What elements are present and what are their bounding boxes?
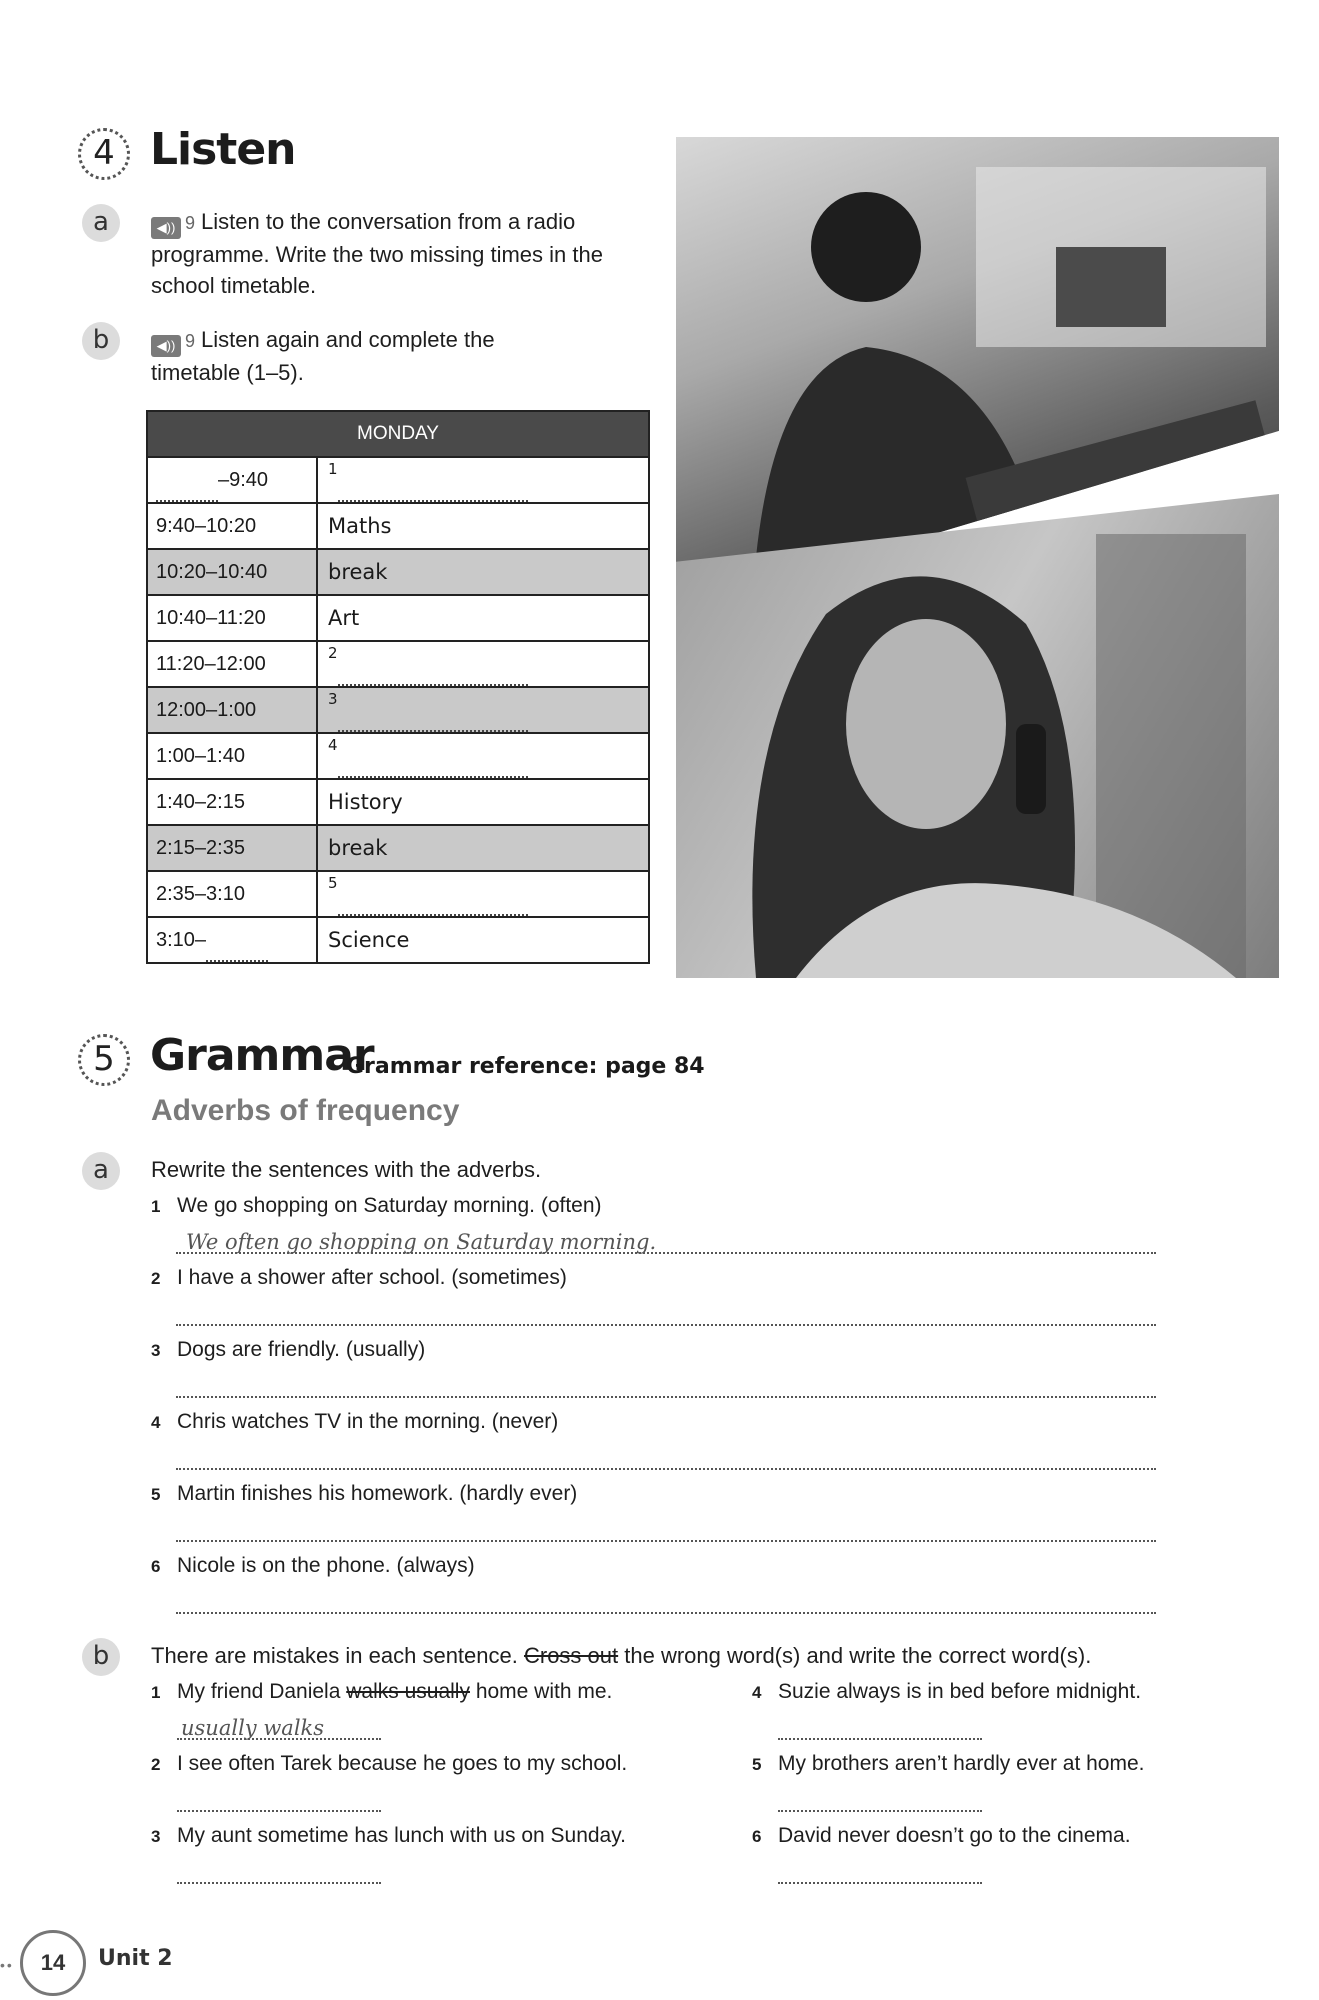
question-number: 6 <box>151 1557 161 1576</box>
question-text: I have a shower after school. (sometimes) <box>177 1266 567 1289</box>
question-text-end: home with me. <box>475 1680 613 1703</box>
timetable-time: 9:40–10:20 <box>148 504 318 548</box>
grammar-reference: Grammar reference: page 84 <box>346 1054 705 1079</box>
question-text: David never doesn’t go to the cinema. <box>778 1824 1131 1847</box>
question-item <box>151 1194 602 1218</box>
answer-blank[interactable] <box>338 894 528 916</box>
timetable-subject[interactable] <box>318 688 648 732</box>
audio-icon[interactable]: ◀)) <box>151 335 181 357</box>
question-number: 6 <box>752 1827 762 1846</box>
section-title: Listen <box>150 124 296 175</box>
question-number: 2 <box>151 1755 161 1774</box>
question-number: 2 <box>151 1269 161 1288</box>
answer-blank[interactable] <box>338 710 528 732</box>
question-number: 5 <box>151 1485 161 1504</box>
timetable-subject: Art <box>328 606 360 630</box>
exercise-letter: b <box>82 322 120 360</box>
question-item <box>151 1338 425 1362</box>
timetable-time: 10:40–11:20 <box>148 596 318 640</box>
blank-number: 4 <box>328 736 338 754</box>
question-item <box>151 1482 577 1506</box>
answer-line[interactable] <box>176 1468 1156 1470</box>
audio-icon[interactable]: ◀)) <box>151 217 181 239</box>
instruction-strike: Cross out <box>523 1643 619 1668</box>
instruction: Listen to the conversation from a radio programme. Write the two missing times in the school timetable. <box>151 209 603 298</box>
timetable-time: 11:20–12:00 <box>148 642 318 686</box>
answer-line[interactable] <box>176 1324 1156 1326</box>
answer-line[interactable] <box>176 1612 1156 1614</box>
timetable-subject: break <box>328 560 388 584</box>
question-number: 5 <box>752 1755 762 1774</box>
handwritten-answer: We often go shopping on Saturday morning. <box>186 1230 657 1254</box>
instruction-pre: There are mistakes in each sentence. <box>151 1643 518 1668</box>
timetable-row <box>148 686 648 732</box>
answer-line[interactable] <box>176 1540 1156 1542</box>
section-number: 5 <box>78 1034 130 1086</box>
question-text: Suzie always is in bed before midnight. <box>778 1680 1142 1703</box>
question-text: My brothers aren’t hardly ever at home. <box>778 1752 1145 1775</box>
crossed-out-words: walks usually <box>346 1680 470 1703</box>
answer-blank[interactable] <box>338 480 528 502</box>
timetable-row <box>148 594 648 640</box>
timetable-time: 2:35–3:10 <box>148 872 318 916</box>
exercise-letter: b <box>82 1638 120 1676</box>
section-number: 4 <box>78 128 130 180</box>
unit-label: Unit 2 <box>98 1946 173 1971</box>
blank-number: 3 <box>328 690 338 708</box>
question-number: 3 <box>151 1827 161 1846</box>
timetable <box>146 410 650 964</box>
timetable-row <box>148 870 648 916</box>
timetable-subject[interactable] <box>318 734 648 778</box>
answer-blank[interactable] <box>338 756 528 778</box>
page-number: 14 <box>20 1930 86 1996</box>
question-number: 1 <box>151 1197 161 1216</box>
answer-line[interactable] <box>778 1810 982 1812</box>
timetable-time: 12:00–1:00 <box>148 688 318 732</box>
question-number: 1 <box>151 1683 161 1702</box>
question-text: Martin finishes his homework. (hardly ever) <box>177 1482 578 1505</box>
question-number: 3 <box>151 1341 161 1360</box>
timetable-subject[interactable] <box>318 642 648 686</box>
question-text: We go shopping on Saturday morning. (often) <box>177 1194 602 1217</box>
question-text: My friend Daniela <box>177 1680 341 1703</box>
question-item <box>752 1752 1145 1776</box>
timetable-time: 2:15–2:35 <box>148 826 318 870</box>
question-number: 4 <box>752 1683 762 1702</box>
timetable-subject[interactable] <box>318 458 648 502</box>
handwritten-answer: usually walks <box>181 1716 325 1740</box>
answer-line[interactable] <box>778 1738 982 1740</box>
instruction-post: the wrong word(s) and write the correct word(s). <box>624 1643 1092 1668</box>
exercise-letter: a <box>82 1152 120 1190</box>
timetable-subject: Science <box>328 928 410 952</box>
timetable-time: 1:40–2:15 <box>148 780 318 824</box>
track-number: 9 <box>185 331 196 351</box>
timetable-time: 10:20–10:40 <box>148 550 318 594</box>
timetable-time[interactable]: –9:40 <box>148 458 318 502</box>
exercise-4b-text <box>151 324 571 388</box>
question-text: Nicole is on the phone. (always) <box>177 1554 475 1577</box>
timetable-time: 1:00–1:40 <box>148 734 318 778</box>
question-number: 4 <box>151 1413 161 1432</box>
answer-line[interactable] <box>177 1810 381 1812</box>
answer-line[interactable] <box>177 1882 381 1884</box>
timetable-subject: Maths <box>328 514 392 538</box>
question-item <box>151 1554 475 1578</box>
timetable-row <box>148 824 648 870</box>
timetable-row <box>148 916 648 962</box>
question-item <box>151 1752 627 1776</box>
timetable-row <box>148 456 648 502</box>
question-text: My aunt sometime has lunch with us on Sunday. <box>177 1824 627 1847</box>
timetable-row <box>148 640 648 686</box>
blank-number: 5 <box>328 874 338 892</box>
timetable-row <box>148 502 648 548</box>
track-number: 9 <box>185 213 196 233</box>
answer-line[interactable] <box>176 1396 1156 1398</box>
timetable-header: MONDAY <box>148 412 648 456</box>
exercise-letter: a <box>82 204 120 242</box>
blank-number: 1 <box>328 460 338 478</box>
question-item <box>151 1680 612 1704</box>
exercise-4a-text <box>151 206 651 301</box>
question-item <box>151 1266 567 1290</box>
question-item <box>752 1824 1131 1848</box>
timetable-time[interactable]: 3:10– <box>148 918 318 962</box>
question-text: Dogs are friendly. (usually) <box>177 1338 426 1361</box>
subheading: Adverbs of frequency <box>151 1094 460 1127</box>
question-item <box>151 1824 626 1848</box>
instruction: Listen again and complete the timetable (1–5). <box>151 327 495 385</box>
photo-woman-on-phone <box>676 494 1279 978</box>
timetable-subject: History <box>328 790 403 814</box>
timetable-row <box>148 548 648 594</box>
timetable-row <box>148 778 648 824</box>
answer-line[interactable] <box>778 1882 982 1884</box>
timetable-row <box>148 732 648 778</box>
instruction: Rewrite the sentences with the adverbs. <box>151 1157 542 1182</box>
answer-blank[interactable] <box>338 664 528 686</box>
question-text: I see often Tarek because he goes to my school. <box>177 1752 628 1775</box>
section-title: Grammar <box>150 1030 374 1081</box>
question-text: Chris watches TV in the morning. (never) <box>177 1410 559 1433</box>
timetable-subject[interactable] <box>318 872 648 916</box>
footer-dots-icon: •• <box>0 1957 14 1973</box>
question-item <box>752 1680 1141 1704</box>
timetable-subject: break <box>328 836 388 860</box>
instruction <box>151 1640 1151 1671</box>
question-item <box>151 1410 558 1434</box>
blank-number: 2 <box>328 644 338 662</box>
